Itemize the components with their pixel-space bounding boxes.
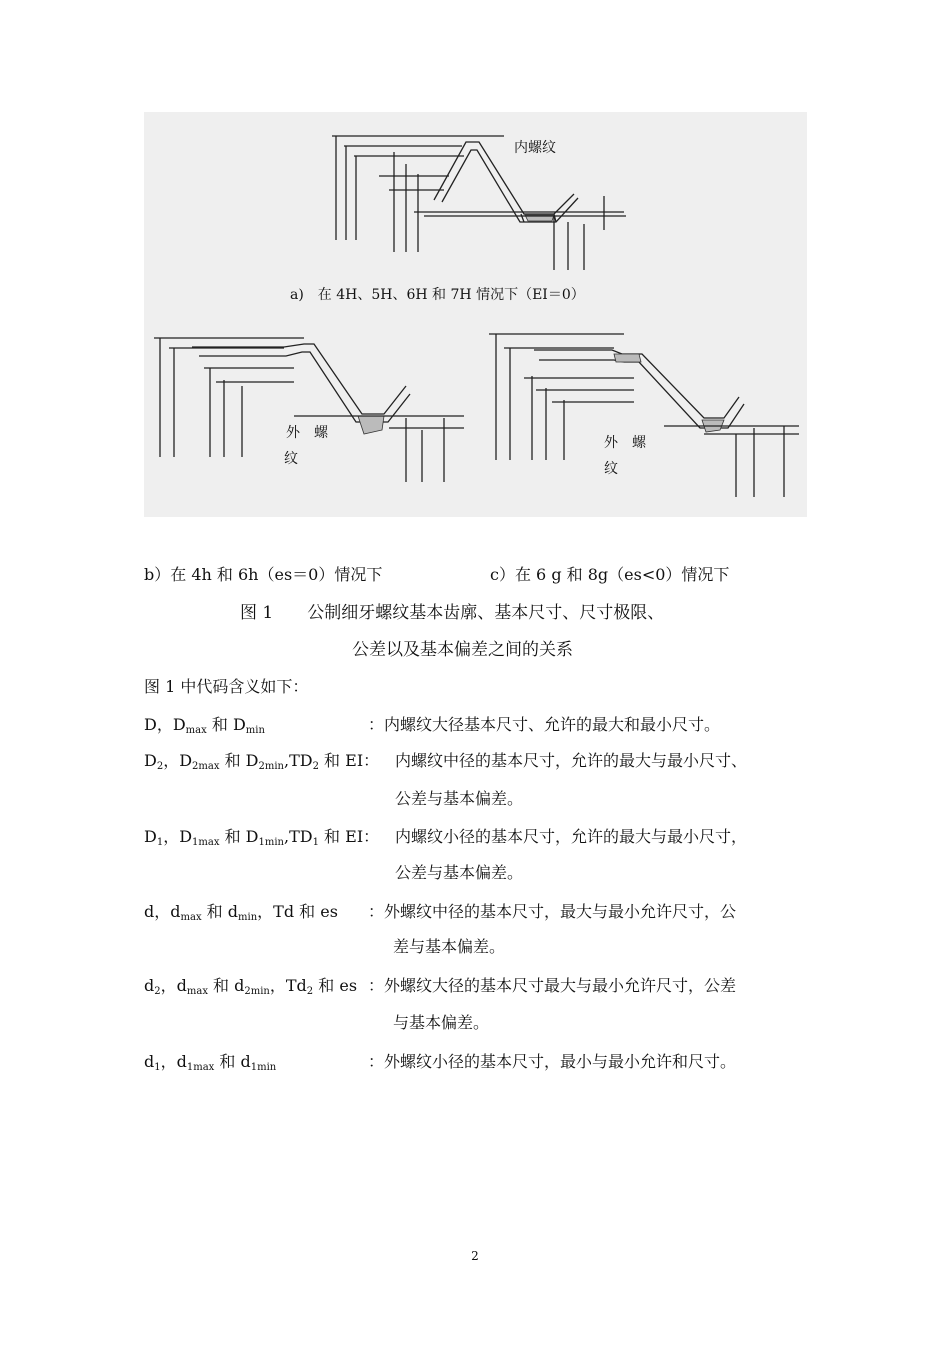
thread-profile-figure	[144, 112, 807, 517]
definition-desc-cont: 公差与基本偏差。	[395, 863, 524, 882]
intro-text: 图 1 中代码含义如下：	[144, 677, 309, 696]
definition-desc: ：外螺纹中径的基本尺寸，最大与最小允许尺寸，公	[368, 902, 737, 921]
external-thread-label-b-line1: 外 螺	[286, 425, 328, 441]
external-thread-label-c-line1: 外 螺	[604, 435, 646, 451]
definition-desc: ：外螺纹大径的基本尺寸最大与最小允许尺寸，公差	[368, 976, 737, 995]
definition-desc: 内螺纹小径的基本尺寸，允许的最大与最小尺寸，	[395, 827, 748, 846]
definition-desc-cont: 与基本偏差。	[393, 1013, 490, 1032]
definition-term: $d_2$，$d_{max}$ 和 $d_{2min}$，$Td_2$ 和 es	[144, 976, 358, 997]
subfigure-a-caption: a) 在 4H、5H、6H 和 7H 情况下（EI＝0）	[290, 287, 585, 303]
definition-term: $D_1$，$D_{1max}$ 和 $D_{1min},TD_1$ 和 EI：	[144, 827, 380, 848]
definition-desc: ：外螺纹小径的基本尺寸，最小与最小允许和尺寸。	[368, 1052, 737, 1071]
thread-profile-drawing	[144, 112, 807, 517]
external-thread-label-c-line2: 纹	[604, 461, 618, 477]
definition-term: $D_2$，$D_{2max}$ 和 $D_{2min},TD_2$ 和 EI：	[144, 751, 380, 772]
page-number: 2	[471, 1249, 479, 1263]
subfigure-c-caption: c）在 6 g 和 8g（es<0）情况下	[490, 565, 730, 584]
figure-caption-line1: 图 1 公制细牙螺纹基本齿廓、基本尺寸、尺寸极限、	[240, 603, 665, 623]
definition-term: d，$d_{max}$ 和 $d_{min}$，Td 和 es	[144, 902, 338, 923]
internal-thread-label: 内螺纹	[514, 140, 556, 156]
figure-caption-line2: 公差以及基本偏差之间的关系	[352, 640, 573, 660]
definition-desc: ：内螺纹大径基本尺寸、允许的最大和最小尺寸。	[368, 715, 721, 734]
definition-desc: 内螺纹中径的基本尺寸，允许的最大与最小尺寸、	[395, 751, 748, 770]
definition-desc-cont: 公差与基本偏差。	[395, 789, 524, 808]
definition-term: $d_1$，$d_{1max}$ 和 $d_{1min}$	[144, 1052, 277, 1073]
external-thread-label-b-line2: 纹	[284, 451, 298, 467]
definition-term: D，$D_{max}$ 和 $D_{min}$	[144, 715, 265, 736]
subfigure-b-caption: b）在 4h 和 6h（es＝0）情况下	[144, 565, 383, 584]
definition-desc-cont: 差与基本偏差。	[393, 937, 506, 956]
